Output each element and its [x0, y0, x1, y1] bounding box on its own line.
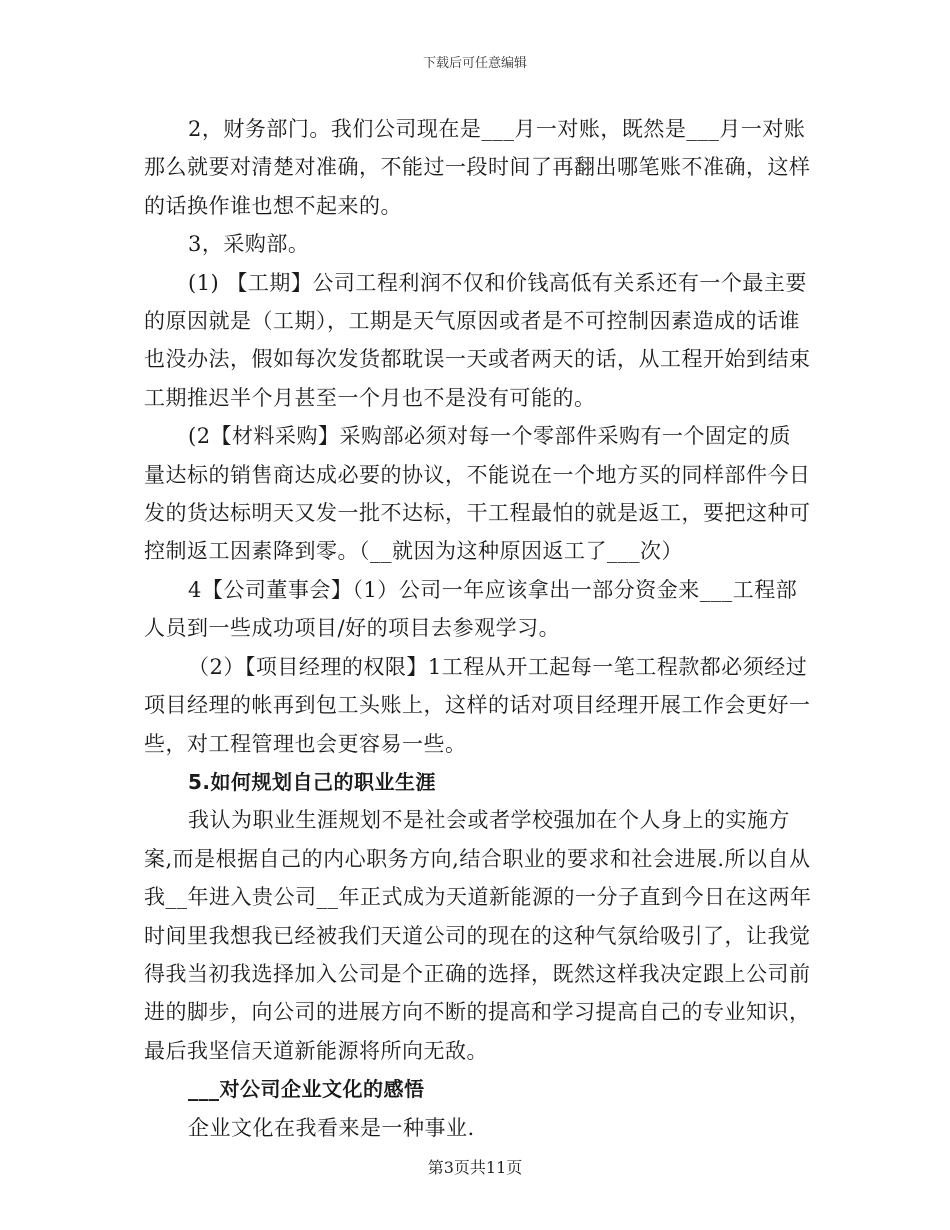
paragraph-pm-authority: （2）【项目经理的权限】1工程从开工起每一笔工程款都必须经过项目经理的帐再到包工头账上，这样的话对项目经理开展工作会更好一些，对工程管理也会更容易一些。 — [144, 654, 811, 756]
page-header: 下载后可任意编辑 — [422, 56, 527, 71]
paragraph-finance: 2，财务部门。我们公司现在是___月一对账，既然是___月一对账那么就要对清楚对准确，不能过一段时间了再翻出哪笔账不准确，这样的话换作谁也想不起来的。 — [144, 117, 811, 218]
page-footer: 第3页共11页 — [427, 1158, 523, 1177]
paragraph-purchasing-title: 3，采购部。 — [188, 232, 310, 257]
paragraph-culture: 企业文化在我看来是一种事业. — [188, 1115, 475, 1140]
document-body — [144, 110, 812, 1147]
heading-corporate-culture: ___对公司企业文化的感悟 — [188, 1077, 425, 1102]
paragraph-schedule: (1) 【工期】公司工程利润不仅和价钱高低有关系还有一个最主要的原因就是（工期），工期是天气原因或者是不可控制因素造成的话谁也没办法，假如每次发货都耽误一天或者两天的话，从工程开始到结束工期推迟半个月甚至一个月也不是没有可能的。 — [144, 270, 811, 410]
heading-career-planning: 5.如何规划自己的职业生涯 — [188, 769, 437, 794]
paragraph-career: 我认为职业生涯规划不是社会或者学校强加在个人身上的实施方案,而是根据自己的内心职务方向,结合职业的要求和社会进展.所以自从我__年进入贵公司__年正式成为天道新能源的一分子直到今日在这两年时间里我想我已经被我们天道公司的现在的这种气氛给吸引了，让我觉得我当初我选择加入公司是个正确的选择，既然这样我决定跟上公司前进的脚步，向公司的进展方向不断的提高和学习提高自己的专业知识，最后我坚信天道新能源将所向无敌。 — [144, 808, 812, 1063]
paragraph-materials: (2【材料采购】采购部必须对每一个零部件采购有一个固定的质量达标的销售商达成必要的协议，不能说在一个地方买的同样部件今日发的货达标明天又发一批不达标，干工程最怕的就是返工，要把这种可控制返工因素降到零。（__就因为这种原因返工了___次） — [144, 424, 811, 564]
paragraph-board: 4【公司董事会】（1）公司一年应该拿出一部分资金来___工程部人员到一些成功项目/好的项目去参观学习。 — [144, 577, 798, 641]
